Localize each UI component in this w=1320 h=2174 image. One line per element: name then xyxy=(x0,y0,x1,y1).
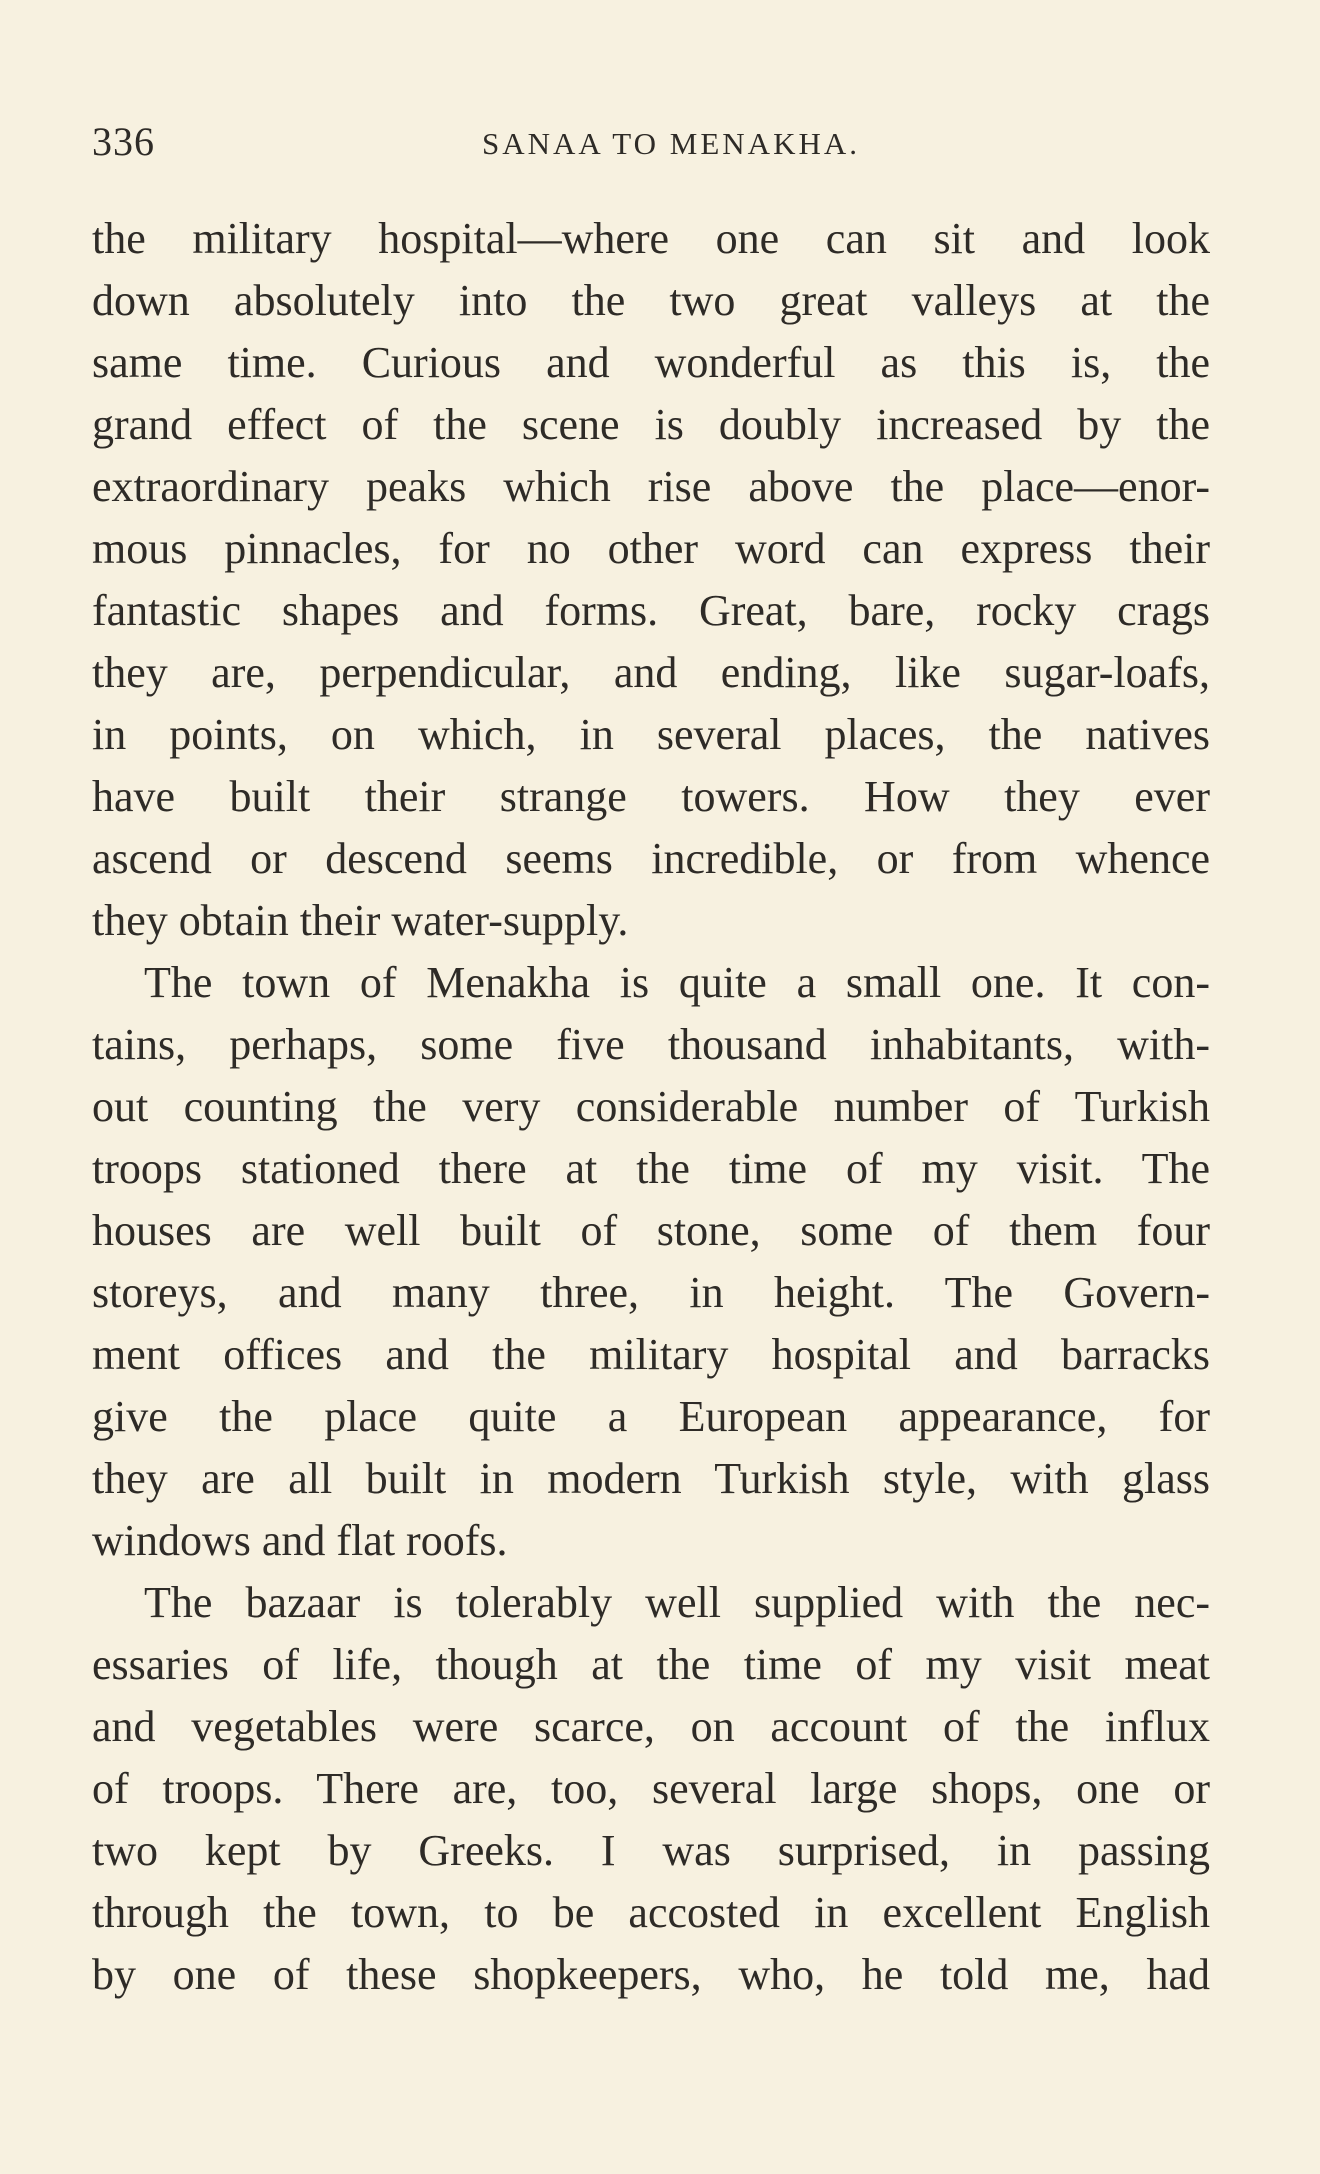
text-line: troops stationed there at the time of my visit. The xyxy=(92,1144,1210,1193)
text-line: by one of these shopkeepers, who, he told me, had xyxy=(92,1950,1210,1999)
text-line: houses are well built of stone, some of them four xyxy=(92,1206,1210,1255)
text-line: essaries of life, though at the time of my visit meat xyxy=(92,1640,1210,1689)
text-line: they are all built in modern Turkish style, with glass xyxy=(92,1454,1210,1503)
paragraph-3 xyxy=(92,1572,1210,2006)
text-line: down absolutely into the two great valleys at the xyxy=(92,276,1210,325)
text-line: two kept by Greeks. I was surprised, in passing xyxy=(92,1826,1210,1875)
text-line: through the town, to be accosted in excellent English xyxy=(92,1888,1210,1937)
text-line: ment offices and the military hospital and barracks xyxy=(92,1330,1210,1379)
text-line: in points, on which, in several places, the natives xyxy=(92,710,1210,759)
text-line: grand effect of the scene is doubly increased by the xyxy=(92,400,1210,449)
text-line: give the place quite a European appearance, for xyxy=(92,1392,1210,1441)
text-line: windows and flat roofs. xyxy=(92,1516,508,1565)
text-line: The town of Menakha is quite a small one. It con- xyxy=(144,958,1210,1007)
text-line: mous pinnacles, for no other word can express their xyxy=(92,524,1210,573)
running-head xyxy=(92,118,1210,168)
paragraph-1 xyxy=(92,208,1210,952)
page-number: 336 xyxy=(92,119,155,164)
text-line: extraordinary peaks which rise above the place—enor- xyxy=(92,462,1210,511)
text-line: they are, perpendicular, and ending, like sugar-loafs, xyxy=(92,648,1210,697)
text-line: ascend or descend seems incredible, or from whence xyxy=(92,834,1210,883)
text-line: tains, perhaps, some five thousand inhabitants, with- xyxy=(92,1020,1210,1069)
text-line: The bazaar is tolerably well supplied with the nec- xyxy=(144,1578,1210,1627)
body-text xyxy=(92,208,1210,2006)
text-line: of troops. There are, too, several large shops, one or xyxy=(92,1764,1210,1813)
text-line: and vegetables were scarce, on account of the influx xyxy=(92,1702,1210,1751)
text-line: storeys, and many three, in height. The Govern- xyxy=(92,1268,1210,1317)
text-line: the military hospital—where one can sit and look xyxy=(92,214,1210,263)
paragraph-2 xyxy=(92,952,1210,1572)
running-title: SANAA TO MENAKHA. xyxy=(482,126,860,161)
text-line: out counting the very considerable number of Turkish xyxy=(92,1082,1210,1131)
text-line: fantastic shapes and forms. Great, bare, rocky crags xyxy=(92,586,1210,635)
text-line: they obtain their water-supply. xyxy=(92,896,629,945)
text-line: same time. Curious and wonderful as this is, the xyxy=(92,338,1210,387)
text-line: have built their strange towers. How they ever xyxy=(92,772,1210,821)
